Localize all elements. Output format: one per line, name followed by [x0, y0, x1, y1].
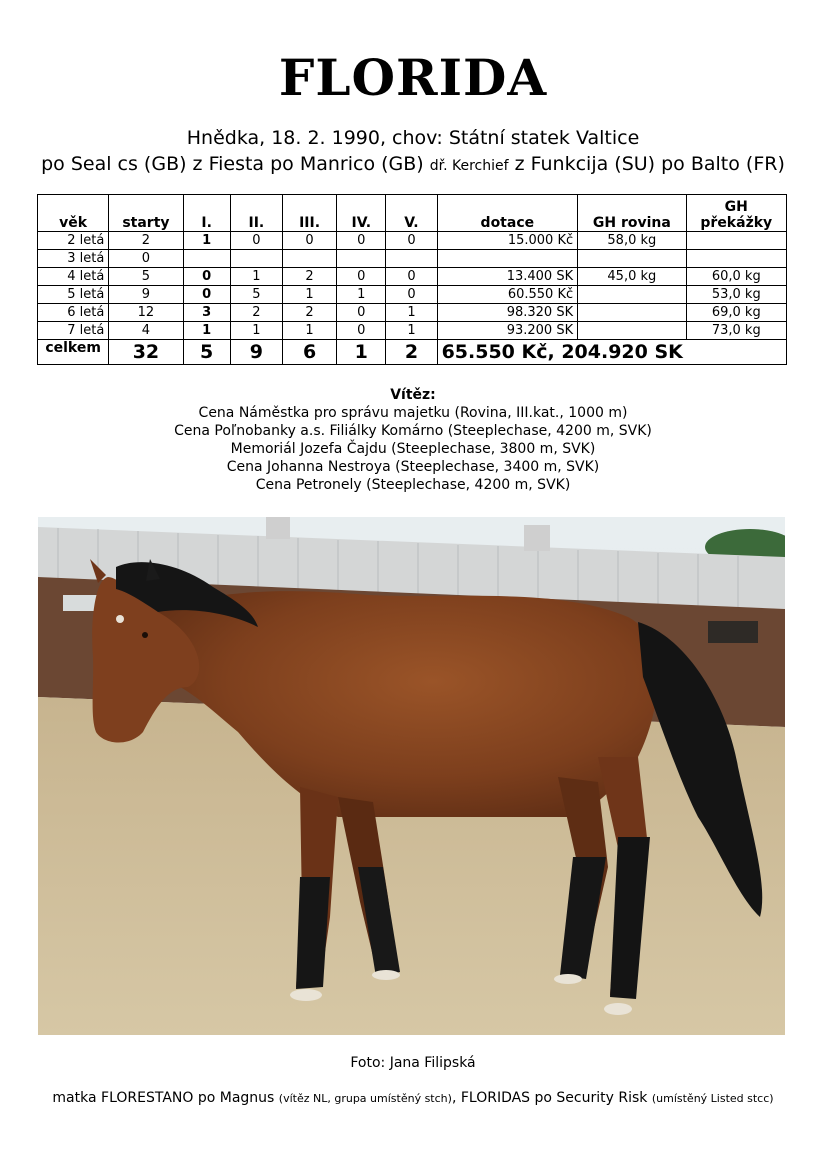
table-cell: 0 [386, 232, 437, 250]
header-cell: dotace [437, 195, 578, 232]
table-cell [578, 250, 686, 268]
total-cell: 32 [109, 340, 183, 365]
winner-item: Cena Johanna Nestroya (Steeplechase, 3400 m, SVK) [226, 459, 600, 475]
table-cell: 7 letá [38, 322, 109, 340]
dam-line [0, 1090, 826, 1106]
table-cell: 0 [337, 322, 386, 340]
table-cell: 13.400 SK [437, 268, 578, 286]
total-cell: 2 [386, 340, 437, 365]
table-cell: 9 [109, 286, 183, 304]
table-cell: 1 [183, 232, 230, 250]
table-cell: 0 [386, 268, 437, 286]
table-row [38, 286, 787, 304]
table-row [38, 304, 787, 322]
table-row [38, 250, 787, 268]
table-row [38, 268, 787, 286]
table-cell: 15.000 Kč [437, 232, 578, 250]
table-cell: 73,0 kg [686, 322, 786, 340]
table-cell: 4 letá [38, 268, 109, 286]
table-cell [337, 250, 386, 268]
table-cell: 2 [282, 304, 336, 322]
dam-note2: (umístěný Listed stcc) [651, 1092, 774, 1105]
table-cell [282, 250, 336, 268]
table-cell [230, 250, 282, 268]
table-cell [686, 250, 786, 268]
pedigree-part1: po Seal cs (GB) z Fiesta po Manrico (GB) [41, 153, 424, 175]
table-cell: 60.550 Kč [437, 286, 578, 304]
table-cell: 12 [109, 304, 183, 322]
table-cell: 6 letá [38, 304, 109, 322]
header-cell: II. [230, 195, 282, 232]
table-cell: 1 [183, 322, 230, 340]
table-cell: 2 letá [38, 232, 109, 250]
table-cell: 58,0 kg [578, 232, 686, 250]
table-cell: 98.320 SK [437, 304, 578, 322]
header-cell: V. [386, 195, 437, 232]
header-cell: III. [282, 195, 336, 232]
table-cell: 1 [386, 322, 437, 340]
table-cell: 0 [337, 268, 386, 286]
winner-item: Memoriál Jozefa Čajdu (Steeplechase, 3800 m, SVK) [230, 441, 596, 457]
table-cell: 5 letá [38, 286, 109, 304]
header-cell: věk [38, 195, 109, 232]
horse-photo [38, 517, 785, 1035]
table-row [38, 322, 787, 340]
table-cell [578, 322, 686, 340]
header-cell: GH překážky [686, 195, 786, 232]
header-cell: I. [183, 195, 230, 232]
table-cell: 1 [230, 268, 282, 286]
table-cell: 0 [230, 232, 282, 250]
table-cell: 0 [183, 286, 230, 304]
table-row [38, 232, 787, 250]
horse-photo-illustration [38, 517, 785, 1035]
table-cell: 2 [109, 232, 183, 250]
table-cell [686, 232, 786, 250]
table-cell: 0 [183, 268, 230, 286]
table-cell: 3 letá [38, 250, 109, 268]
table-cell: 2 [230, 304, 282, 322]
table-cell: 4 [109, 322, 183, 340]
table-cell: 69,0 kg [686, 304, 786, 322]
table-cell: 0 [109, 250, 183, 268]
photo-caption: Foto: Jana Filipská [350, 1055, 476, 1071]
page-title: FLORIDA [278, 48, 548, 107]
table-cell [578, 304, 686, 322]
header-cell: GH rovina [578, 195, 686, 232]
table-cell: 5 [109, 268, 183, 286]
table-body [38, 232, 787, 365]
winner-item: Cena Petronely (Steeplechase, 4200 m, SVK) [255, 477, 571, 493]
table-cell [183, 250, 230, 268]
total-cell: 1 [337, 340, 386, 365]
header-cell: IV. [337, 195, 386, 232]
table-total-row [38, 340, 787, 365]
total-cell: 5 [183, 340, 230, 365]
table-cell: 3 [183, 304, 230, 322]
table-cell: 0 [337, 232, 386, 250]
table-cell: 0 [282, 232, 336, 250]
total-cell: 9 [230, 340, 282, 365]
table-cell: 93.200 SK [437, 322, 578, 340]
total-cell: 6 [282, 340, 336, 365]
table-cell: 1 [282, 286, 336, 304]
pedigree-line [0, 153, 826, 175]
table-cell: 1 [386, 304, 437, 322]
total-cell: 65.550 Kč, 204.920 SK [437, 340, 786, 365]
dam-part2: , FLORIDAS po Security Risk [451, 1090, 648, 1106]
table-cell: 0 [386, 286, 437, 304]
winner-item: Cena Náměstka pro správu majetku (Rovina, III.kat., 1000 m) [198, 405, 628, 421]
table-cell: 5 [230, 286, 282, 304]
table-cell: 2 [282, 268, 336, 286]
dam-part1: matka FLORESTANO po Magnus [52, 1090, 275, 1106]
winner-item: Cena Poľnobanky a.s. Filiálky Komárno (Steeplechase, 4200 m, SVK) [174, 423, 652, 439]
pedigree-part2: z Funkcija (SU) po Balto (FR) [514, 153, 785, 175]
table-cell [578, 286, 686, 304]
race-statistics-table [37, 194, 787, 365]
horse-details: Hnědka, 18. 2. 1990, chov: Státní statek Valtice [186, 127, 640, 149]
table-cell: 1 [230, 322, 282, 340]
table-cell: 0 [337, 304, 386, 322]
table-cell: 53,0 kg [686, 286, 786, 304]
table-cell: 1 [337, 286, 386, 304]
table-cell [437, 250, 578, 268]
table-cell: 60,0 kg [686, 268, 786, 286]
header-cell: starty [109, 195, 183, 232]
winners-heading: Vítěz: [390, 387, 436, 403]
total-label: celkem [38, 340, 109, 365]
table-header-row [38, 195, 787, 232]
table-cell: 45,0 kg [578, 268, 686, 286]
table-cell: 1 [282, 322, 336, 340]
winners-section [0, 386, 826, 494]
table-cell [386, 250, 437, 268]
pedigree-small-note: dř. Kerchief [429, 158, 509, 174]
dam-note1: (vítěz NL, grupa umístěný stch) [278, 1092, 452, 1105]
